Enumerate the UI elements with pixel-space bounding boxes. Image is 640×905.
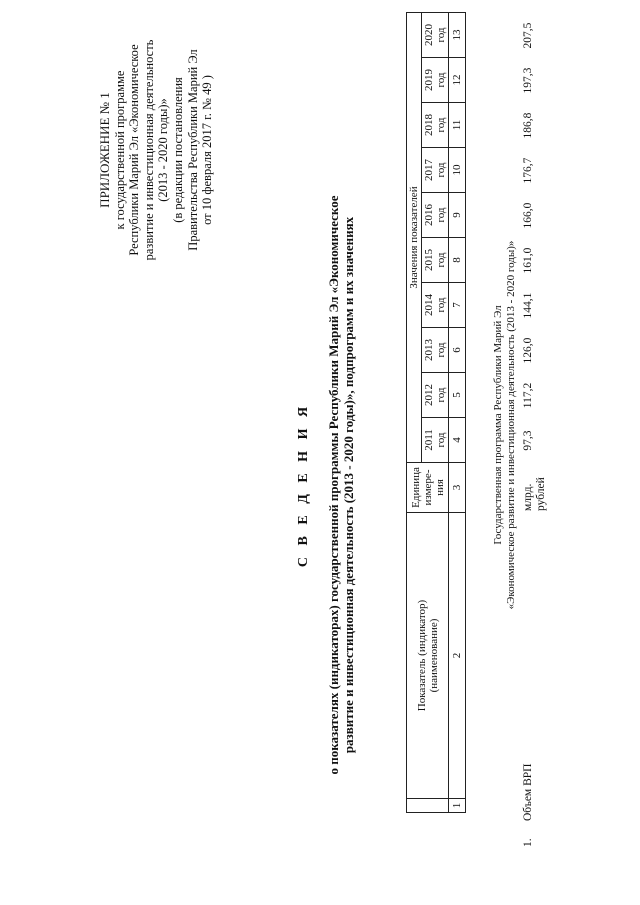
subtitle-line: развитие и инвестиционная деятельность (2013 - 2020 годы)», подпрограмм и их значениях	[341, 216, 356, 754]
year-suffix: год	[435, 207, 447, 223]
column-number: 11	[449, 103, 466, 148]
year-label: 2014	[423, 294, 435, 316]
year-suffix: год	[435, 432, 447, 448]
year-suffix: год	[435, 117, 447, 133]
year-label: 2015	[423, 249, 435, 271]
column-number: 3	[449, 463, 466, 513]
row-unit-line: млрд.	[522, 483, 534, 511]
indicators-table-header	[406, 12, 466, 813]
year-suffix: год	[435, 297, 447, 313]
appendix-block	[98, 5, 215, 295]
indicators-table-body	[522, 13, 548, 849]
appendix-line: Правительства Республики Марий Эл	[185, 49, 200, 251]
row-value: 144,1	[522, 292, 534, 319]
header-indicator	[407, 513, 449, 799]
header-year-2019	[422, 58, 449, 103]
column-number: 10	[449, 148, 466, 193]
appendix-line: развитие и инвестиционная деятельность	[141, 39, 156, 261]
year-label: 2011	[423, 429, 435, 451]
header-unit	[407, 463, 449, 513]
column-number: 7	[449, 283, 466, 328]
column-number: 12	[449, 58, 466, 103]
year-label: 2020	[423, 24, 435, 46]
header-year-2018	[422, 103, 449, 148]
appendix-line: (2013 - 2020 годы)»	[156, 98, 171, 202]
row-value: 176,7	[522, 157, 534, 184]
row-unit-line: рублей	[535, 477, 547, 511]
header-unit-line: Единица	[409, 467, 422, 508]
year-suffix: год	[435, 72, 447, 88]
column-number: 6	[449, 328, 466, 373]
year-suffix: год	[435, 342, 447, 358]
column-number: 2	[449, 513, 466, 799]
year-label: 2018	[423, 114, 435, 136]
document-title: С В Е Д Е Н И Я	[296, 402, 311, 568]
row-number: 1.	[522, 838, 534, 847]
header-values: Значения показателей	[407, 13, 422, 463]
year-label: 2017	[423, 159, 435, 181]
header-year-2011	[422, 418, 449, 463]
header-year-2012	[422, 373, 449, 418]
appendix-heading: ПРИЛОЖЕНИЕ № 1	[97, 92, 112, 208]
column-number: 13	[449, 13, 466, 58]
row-unit	[522, 463, 548, 513]
appendix-line: от 10 февраля 2017 г. № 49 )	[200, 75, 215, 225]
header-unit-line: ния	[433, 479, 446, 496]
appendix-line: Республики Марий Эл «Экономическое	[127, 44, 142, 256]
subtitle-line: о показателях (индикаторах) государственной программы Республики Марий Эл «Экономическое	[326, 195, 341, 775]
row-value: 126,0	[522, 337, 534, 364]
column-number: 4	[449, 418, 466, 463]
year-label: 2016	[423, 204, 435, 226]
header-year-2016	[422, 193, 449, 238]
header-year-2020	[422, 13, 449, 58]
program-heading	[492, 145, 518, 705]
header-unit-line: измере-	[421, 469, 434, 506]
column-number: 1	[449, 799, 466, 813]
appendix-line: (в редакции постановления	[170, 77, 185, 223]
year-label: 2012	[423, 384, 435, 406]
header-year-2014	[422, 283, 449, 328]
column-number: 5	[449, 373, 466, 418]
header-year-2013	[422, 328, 449, 373]
document-title-block	[296, 105, 356, 865]
header-year-2015	[422, 238, 449, 283]
table-row	[522, 13, 548, 849]
row-value: 161,0	[522, 247, 534, 274]
program-title: Государственная программа Республики Марий Эл	[492, 305, 504, 545]
column-number: 9	[449, 193, 466, 238]
header-year-2017	[422, 148, 449, 193]
year-suffix: год	[435, 162, 447, 178]
row-value: 166,0	[522, 202, 534, 229]
row-value: 207,5	[522, 22, 534, 49]
year-label: 2019	[423, 69, 435, 91]
row-value: 97,3	[522, 430, 534, 451]
appendix-line: к государственной программе	[112, 70, 127, 230]
year-suffix: год	[435, 387, 447, 403]
column-number: 8	[449, 238, 466, 283]
row-value: 186,8	[522, 112, 534, 139]
document-subtitle	[326, 105, 356, 865]
header-indicator-line: (наименование)	[427, 618, 440, 693]
row-indicator-name: Объем ВРП	[522, 763, 534, 821]
year-label: 2013	[423, 339, 435, 361]
row-value: 197,3	[522, 67, 534, 94]
program-subtitle: «Экономическое развитие и инвестиционная деятельность (2013 - 2020 годы)»	[505, 240, 517, 610]
header-num	[407, 799, 449, 813]
row-value: 117,2	[522, 382, 534, 409]
year-suffix: год	[435, 27, 447, 43]
year-suffix: год	[435, 252, 447, 268]
header-indicator-line: Показатель (индикатор)	[415, 599, 428, 712]
